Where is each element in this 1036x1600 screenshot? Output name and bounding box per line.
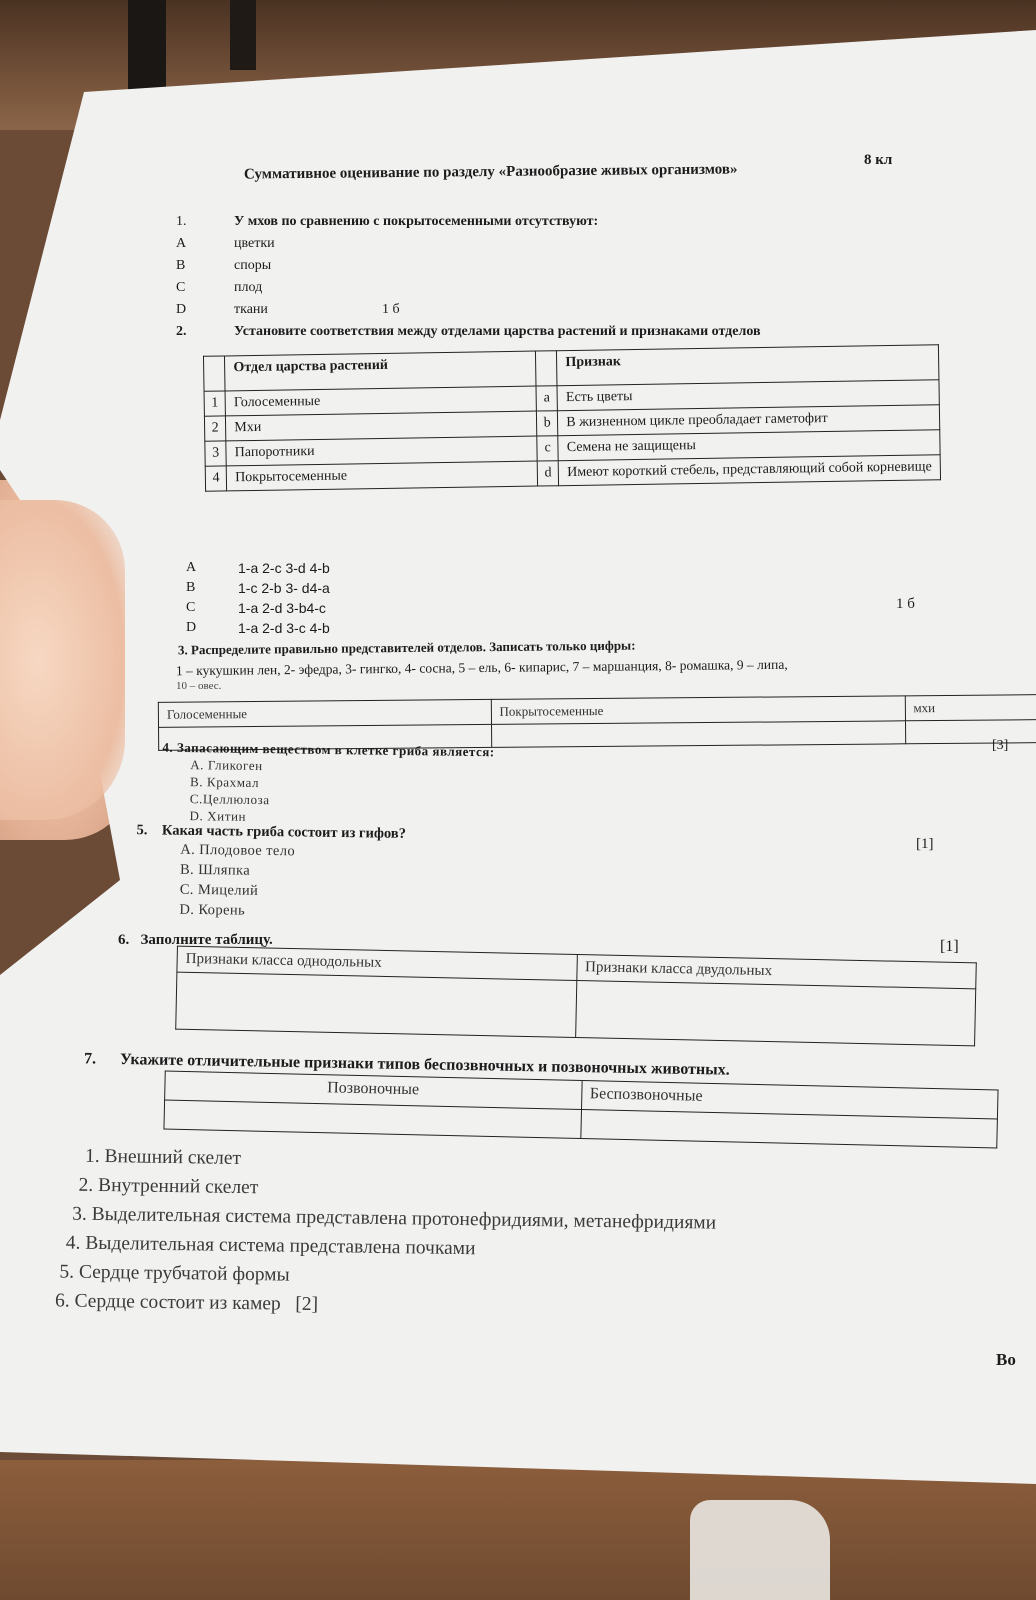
column-header: Признаки класса двудольных xyxy=(576,955,976,989)
question-number: 5. xyxy=(136,822,148,839)
division-cell: Папоротники xyxy=(226,436,537,466)
row-letter: a xyxy=(536,386,558,411)
page-title: Суммативное оценивание по разделу «Разнообразие живых организмов» xyxy=(243,161,738,183)
question-3-text: 1 – кукушкин лен, 2- эфедра, 3- гингко, 4- сосна, 5 – ель, 6- кипарис, 7 – маршанция, 8- ромашка, 9 – липа, xyxy=(175,656,788,679)
option-text: плод xyxy=(234,280,263,295)
option-text: 1-c 2-b 3- d4-a xyxy=(238,580,330,596)
option-text: C.Целлюлоза xyxy=(189,791,270,808)
question-text: Установите соответствия между отделами царства растений и признаками отделов xyxy=(234,324,761,339)
sign-cell: Семена не защищены xyxy=(558,430,940,461)
option-text: B. Крахмал xyxy=(189,774,260,791)
column-header: мхи xyxy=(905,695,1036,721)
option-label: B xyxy=(186,580,196,595)
question-text: 4. Запасающим веществом в клетке гриба является: xyxy=(162,739,495,760)
column-header: Беспозвоночные xyxy=(581,1081,998,1119)
option-label: C xyxy=(186,600,196,615)
column-header: Признаки класса однодольных xyxy=(177,946,577,980)
list-item: 2. Внутренний скелет xyxy=(78,1174,259,1199)
division-cell: Голосеменные xyxy=(225,386,536,416)
mark: [3] xyxy=(992,738,1009,753)
option-text: C. Мицелий xyxy=(179,881,259,899)
option-label: A xyxy=(186,560,197,575)
option-text: 1-a 2-d 3-b4-c xyxy=(238,600,326,616)
mark: [1] xyxy=(916,836,934,852)
option-text: ткани xyxy=(234,302,268,317)
question-text: Укажите отличительные признаки типов беспозвночных и позвоночных животных. xyxy=(119,1050,730,1079)
question-text: Заполните таблицу. xyxy=(140,932,273,948)
row-number: 1 xyxy=(204,391,226,416)
row-number: 2 xyxy=(204,416,226,441)
column-header: Покрытосеменные xyxy=(491,696,905,725)
option-text: A. Плодовое тело xyxy=(180,841,296,860)
animals-table xyxy=(163,1071,998,1149)
sign-cell: Есть цветы xyxy=(557,380,939,411)
row-number: 4 xyxy=(205,466,227,491)
matching-table xyxy=(203,344,941,492)
option-text: 1-a 2-d 3-c 4-b xyxy=(238,620,330,636)
division-cell: Мхи xyxy=(226,411,537,441)
option-text: D. Корень xyxy=(179,901,246,919)
option-text: цветки xyxy=(234,236,275,251)
question-number: 7. xyxy=(83,1050,97,1068)
question-4 xyxy=(161,740,494,829)
question-text: Какая часть гриба состоит из гифов? xyxy=(161,822,407,842)
sign-cell: Имеют короткий стебель, представляющий собой корневище xyxy=(558,455,940,486)
mark: [1] xyxy=(940,938,959,955)
option-label: C xyxy=(176,280,186,295)
table-header: Отдел царства растений xyxy=(225,351,536,391)
row-letter: d xyxy=(537,461,559,486)
trait-list xyxy=(55,1141,717,1324)
option-label: B xyxy=(176,258,186,273)
question-5 xyxy=(135,822,406,923)
list-item: 5. Сердце трубчатой формы xyxy=(59,1261,290,1286)
score: 1 б xyxy=(896,596,915,612)
monocot-dicot-table xyxy=(175,946,977,1047)
row-letter: c xyxy=(537,436,559,461)
sign-cell: В жизненном цикле преобладает гаметофит xyxy=(558,405,940,436)
row-letter: b xyxy=(536,411,558,436)
column-header: Голосеменные xyxy=(158,699,491,727)
grade-label: 8 кл xyxy=(864,152,893,168)
option-label: D xyxy=(176,302,187,317)
option-label: A xyxy=(176,236,187,251)
row-number: 3 xyxy=(205,441,227,466)
option-text: споры xyxy=(234,258,272,273)
list-item: 1. Внешний скелет xyxy=(84,1145,242,1169)
question-number: 2. xyxy=(176,324,187,339)
mark: [2] xyxy=(295,1293,319,1316)
question-number: 6. xyxy=(118,932,130,948)
table-header: Признак xyxy=(557,345,939,386)
column-header: Позвоночные xyxy=(165,1071,582,1109)
option-text: D. Хитин xyxy=(189,808,247,824)
question-text: У мхов по сравнению с покрытосеменными отсутствуют: xyxy=(234,214,599,229)
edge-text: Bo xyxy=(996,1350,1016,1369)
option-text: A. Гликоген xyxy=(190,757,263,774)
option-text: B. Шляпка xyxy=(179,861,251,879)
score: 1 б xyxy=(382,302,400,317)
option-label: D xyxy=(186,620,197,635)
list-item: 4. Выделительная система представлена почками xyxy=(65,1232,476,1260)
division-cell: Покрытосеменные xyxy=(226,461,537,491)
list-item: 6. Сердце состоит из камер xyxy=(54,1290,281,1315)
list-item: 3. Выделительная система представлена протонефридиями, метанефридиями xyxy=(72,1203,717,1234)
question-number: 1. xyxy=(176,214,187,229)
question-3-text-cont: 10 – овес. xyxy=(176,680,222,692)
option-text: 1-a 2-c 3-d 4-b xyxy=(238,560,330,576)
question-3-heading: 3. Распределите правильно представителей отделов. Записать только цифры: xyxy=(177,637,636,658)
